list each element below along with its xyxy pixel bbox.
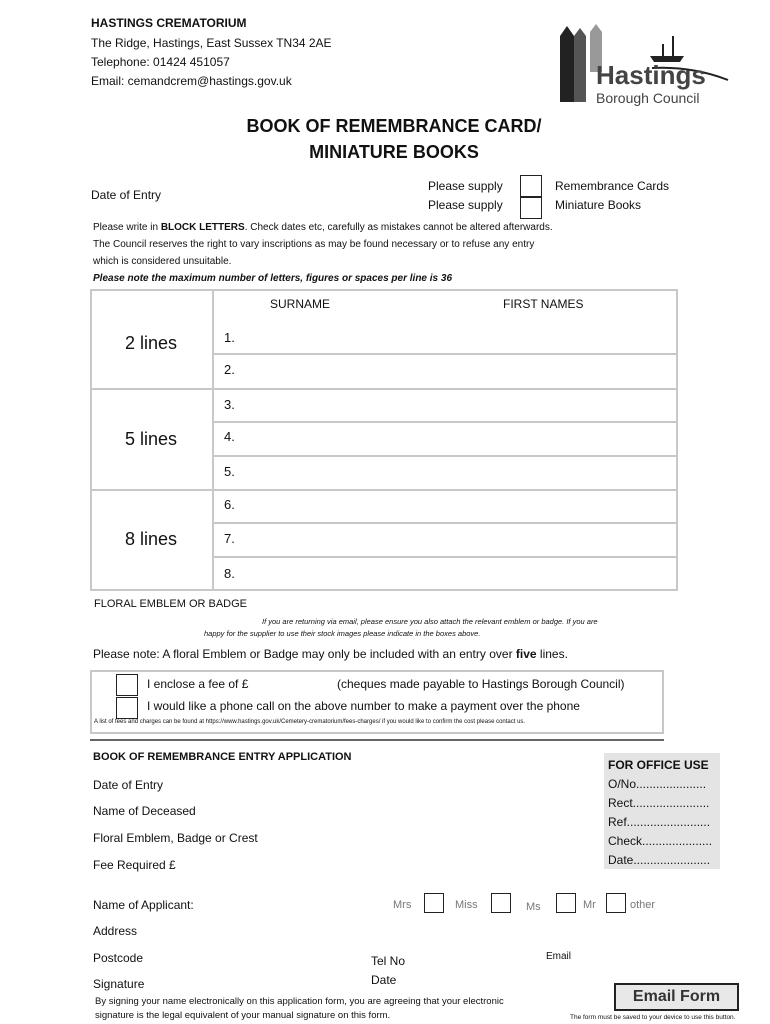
title-mrs-label: Mrs	[393, 899, 412, 911]
name-of-deceased-label: Name of Deceased	[93, 804, 196, 818]
row-number: 5.	[224, 464, 235, 479]
name-of-deceased-input[interactable]	[210, 800, 590, 820]
signature-note-2: signature is the legal equivalent of your manual signature on this form.	[95, 1010, 391, 1021]
remembrance-cards-label: Remembrance Cards	[555, 179, 670, 193]
fee-required-input[interactable]	[190, 854, 590, 874]
signature-note-1: By signing your name electronically on this application form, you are agreeing that your electronic	[95, 996, 504, 1007]
tel-no-label: Tel No	[371, 954, 406, 968]
address-input[interactable]	[145, 920, 590, 940]
miniature-books-checkbox[interactable]	[520, 197, 542, 219]
inscription-line-input[interactable]	[242, 493, 672, 519]
instruction-text: Please write in	[93, 222, 161, 233]
org-email: Email: cemandcrem@hastings.gov.uk	[91, 74, 292, 88]
row-number: 3.	[224, 397, 235, 412]
block-letters-text: BLOCK LETTERS	[160, 222, 245, 233]
postcode-input[interactable]	[155, 947, 355, 967]
org-telephone: Telephone: 01424 451057	[91, 55, 230, 69]
phone-call-label: I would like a phone call on the above number to make a payment over the phone	[147, 699, 580, 713]
app-date-of-entry-label: Date of Entry	[93, 778, 164, 792]
note-text: lines.	[536, 647, 568, 661]
signature-label: Signature	[93, 977, 145, 991]
address-label: Address	[93, 924, 138, 938]
phone-call-checkbox[interactable]	[116, 697, 138, 719]
supply-label-1: Please supply	[428, 179, 503, 193]
date-input[interactable]	[403, 969, 543, 989]
remembrance-cards-checkbox[interactable]	[520, 175, 542, 197]
group-5-lines: 5 lines	[125, 429, 178, 449]
signature-input[interactable]	[155, 973, 355, 993]
group-2-lines: 2 lines	[125, 333, 178, 353]
org-address: The Ridge, Hastings, East Sussex TN34 2AE	[91, 36, 332, 50]
group-8-lines: 8 lines	[125, 529, 178, 549]
row-number: 8.	[224, 566, 235, 581]
floral-heading: FLORAL EMBLEM OR BADGE	[94, 598, 248, 610]
inscription-line-input[interactable]	[242, 459, 672, 485]
instruction-text: . Check dates etc, carefully as mistakes cannot be altered afterwards.	[244, 222, 553, 233]
floral-note-2: happy for the supplier to use their stock images please indicate in the boxes above.	[204, 629, 481, 638]
row-number: 1.	[224, 330, 235, 345]
email-form-button[interactable]: Email Form	[614, 983, 739, 1011]
email-button-note: The form must be saved to your device to use this button.	[570, 1014, 736, 1021]
email-label: Email	[546, 951, 572, 962]
page-title: BOOK OF REMEMBRANCE CARD/	[246, 116, 542, 136]
office-use-heading: FOR OFFICE USE	[608, 758, 709, 772]
first-names-column-header: FIRST NAMES	[503, 297, 584, 311]
date-label: Date	[371, 973, 397, 987]
instruction-line-3: which is considered unsuitable.	[93, 256, 232, 267]
miniature-books-label: Miniature Books	[555, 198, 642, 212]
inscription-line-input[interactable]	[242, 526, 672, 552]
app-date-of-entry-input[interactable]	[200, 774, 590, 794]
office-item-rect: Rect.......................	[608, 796, 710, 810]
date-of-entry-label: Date of Entry	[91, 188, 162, 202]
instruction-line-1	[93, 222, 553, 233]
logo-name: Hastings	[596, 60, 706, 90]
inscription-line-input[interactable]	[242, 392, 672, 418]
office-item-ono: O/No.....................	[608, 777, 707, 791]
five-lines-note	[93, 647, 568, 661]
inscription-line-input[interactable]	[242, 324, 672, 350]
title-mr-label: Mr	[583, 899, 596, 911]
floral-emblem-label: Floral Emblem, Badge or Crest	[93, 831, 258, 845]
application-heading: BOOK OF REMEMBRANCE ENTRY APPLICATION	[93, 751, 352, 763]
logo-sub: Borough Council	[596, 90, 700, 106]
floral-note-1: If you are returning via email, please ensure you also attach the relevant emblem or badge. If you are	[262, 617, 598, 626]
postcode-label: Postcode	[93, 951, 144, 965]
applicant-label: Name of Applicant:	[93, 898, 194, 912]
title-miss-label: Miss	[455, 899, 478, 911]
office-item-ref: Ref.........................	[608, 815, 711, 829]
row-number: 6.	[224, 497, 235, 512]
row-number: 7.	[224, 531, 235, 546]
title-ms-label: Ms	[526, 901, 541, 913]
row-number: 4.	[224, 429, 235, 444]
fee-label: I enclose a fee of £	[147, 677, 249, 691]
tel-no-input[interactable]	[415, 950, 535, 970]
row-number: 2.	[224, 362, 235, 377]
max-letters-note: Please note the maximum number of letters, figures or spaces per line is 36	[93, 273, 453, 284]
council-logo	[552, 22, 732, 112]
cheques-note: (cheques made payable to Hastings Borough Council)	[337, 677, 625, 691]
office-item-check: Check.....................	[608, 834, 713, 848]
note-bold: five	[515, 647, 537, 661]
inscription-line-input[interactable]	[242, 560, 672, 586]
page-subtitle: MINIATURE BOOKS	[309, 142, 479, 162]
section-divider	[90, 739, 664, 741]
email-input[interactable]	[576, 947, 721, 967]
fee-amount-input[interactable]	[262, 674, 332, 692]
fees-link-note: A list of fees and charges can be found at https://www.hastings.gov.uk/Cemetery-crematorium/fees-charges/ if you would like to confirm the cost please contact us.	[94, 719, 526, 725]
inscription-line-input[interactable]	[242, 357, 672, 383]
instruction-line-2: The Council reserves the right to vary inscriptions as may be found necessary or to refuse any entry	[93, 239, 535, 250]
title-mrs-checkbox[interactable]	[424, 893, 444, 913]
supply-label-2: Please supply	[428, 198, 503, 212]
inscription-line-input[interactable]	[242, 425, 672, 451]
fee-checkbox[interactable]	[116, 674, 138, 696]
office-item-date: Date.......................	[608, 853, 711, 867]
surname-column-header: SURNAME	[270, 297, 331, 311]
title-miss-checkbox[interactable]	[491, 893, 511, 913]
title-other-label: other	[630, 899, 656, 911]
floral-emblem-input[interactable]	[275, 827, 590, 847]
note-text: Please note: A floral Emblem or Badge may only be included with an entry over	[93, 647, 516, 661]
title-ms-checkbox[interactable]	[556, 893, 576, 913]
title-mr-checkbox[interactable]	[606, 893, 626, 913]
org-name: HASTINGS CREMATORIUM	[91, 16, 247, 30]
fee-required-label: Fee Required £	[93, 858, 176, 872]
